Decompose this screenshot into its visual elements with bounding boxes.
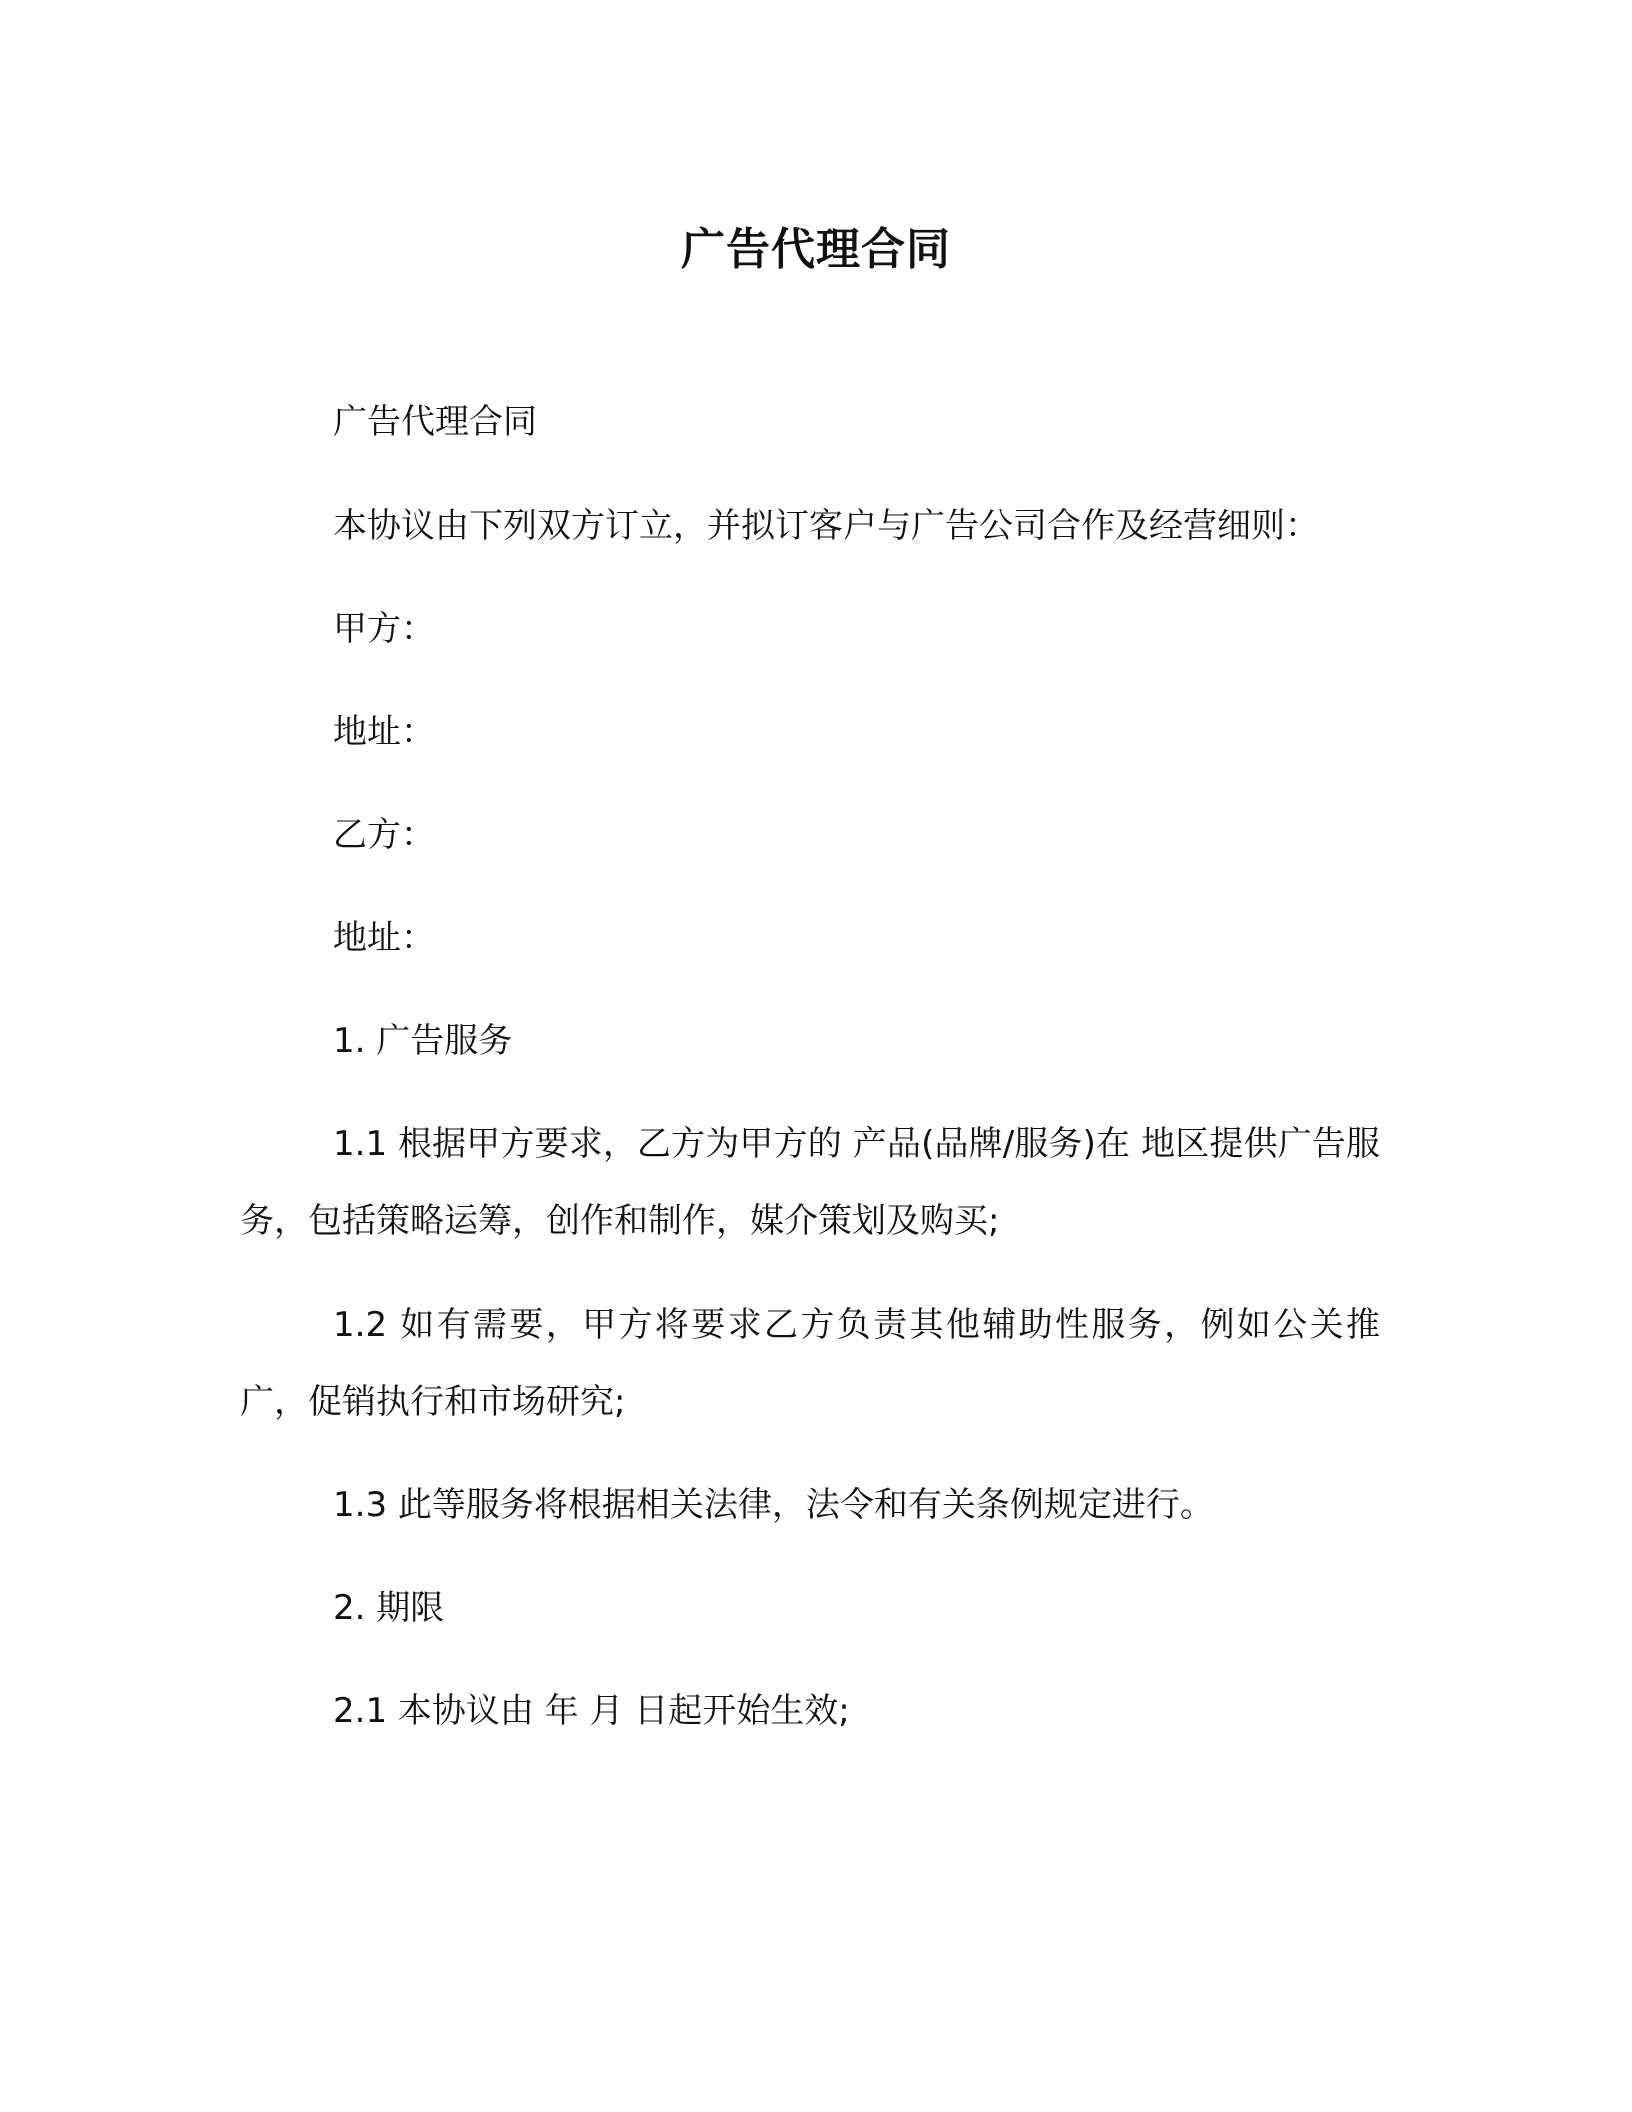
- contract-subtitle: 广告代理合同: [333, 402, 537, 442]
- party-a-label: 甲方：: [333, 609, 435, 649]
- document-title: 广告代理合同: [681, 224, 951, 275]
- clause-1-3: 1.3 此等服务将根据相关法律，法令和有关条例规定进行。: [333, 1485, 1214, 1525]
- party-b-address-label: 地址：: [333, 918, 435, 958]
- clause-1-2: 1.2 如有需要，甲方将要求乙方负责其他辅助性服务，例如公关推广，促销执行和市场研究;: [240, 1305, 1380, 1422]
- section-1-heading: 1. 广告服务: [333, 1021, 513, 1061]
- section-2-heading: 2. 期限: [333, 1588, 445, 1628]
- intro-paragraph: 本协议由下列双方订立，并拟订客户与广告公司合作及经营细则：: [333, 506, 1319, 546]
- party-b-label: 乙方：: [333, 815, 435, 855]
- clause-1-1: 1.1 根据甲方要求，乙方为甲方的 产品(品牌/服务)在 地区提供广告服务，包括策略运筹，创作和制作，媒介策划及购买;: [240, 1124, 1380, 1241]
- clause-2-1: 2.1 本协议由 年 月 日起开始生效;: [333, 1691, 850, 1731]
- party-a-address-label: 地址：: [333, 712, 435, 752]
